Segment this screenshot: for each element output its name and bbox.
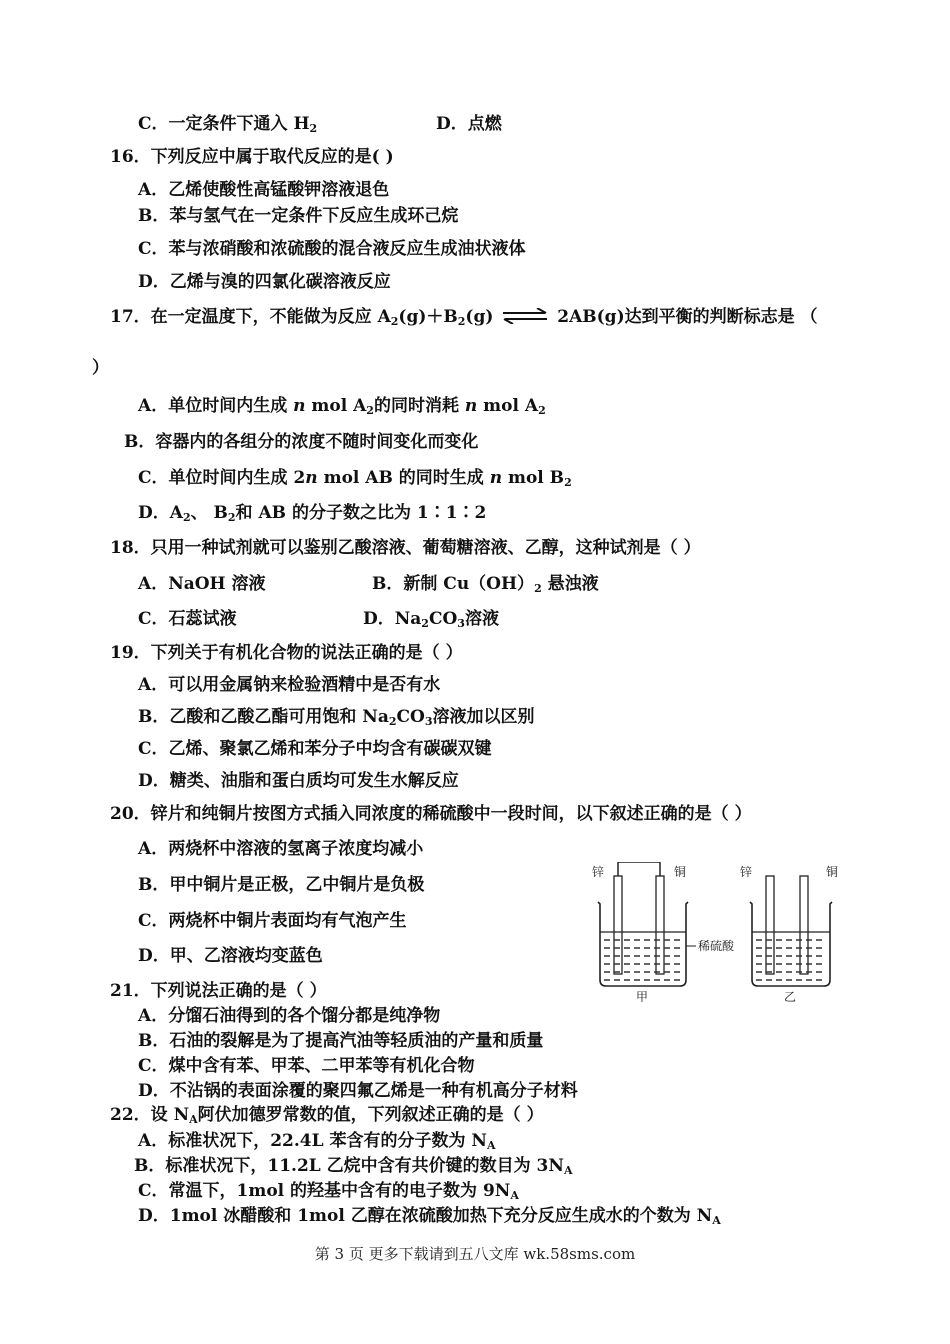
- q21-option-c: C．煤中含有苯、甲苯、二甲苯等有机化合物: [138, 1056, 475, 1076]
- q17-option-d: D．$A_2$、 $B_2$和 AB 的分子数之比为 1∶1∶2: [138, 503, 487, 524]
- q19-option-b: B．乙酸和乙酸乙酯可用饱和 $Na_2CO_3$溶液加以区别: [138, 707, 535, 728]
- q18-option-a: A．NaOH 溶液: [138, 574, 266, 594]
- label-zinc-yi: 锌: [740, 865, 753, 879]
- q21-option-d: D．不沾锅的表面涂覆的聚四氟乙烯是一种有机高分子材料: [138, 1081, 578, 1101]
- q17-option-b: B．容器内的各组分的浓度不随时间变化而变化: [124, 432, 479, 452]
- q16-option-b: B．苯与氢气在一定条件下反应生成环己烷: [138, 206, 459, 226]
- label-copper-yi: 铜: [826, 865, 839, 879]
- q20-option-b: B．甲中铜片是正极，乙中铜片是负极: [138, 875, 425, 895]
- label-beaker-jia: 甲: [636, 990, 649, 1002]
- q16-option-c: C．苯与浓硝酸和浓硫酸的混合液反应生成油状液体: [138, 239, 526, 259]
- q22-option-a: A．标准状况下，22.4L 苯含有的分子数为 $N_A$: [138, 1131, 496, 1152]
- q21-option-b: B．石油的裂解是为了提高汽油等轻质油的产量和质量: [138, 1031, 544, 1051]
- q19-option-d: D．糖类、油脂和蛋白质均可发生水解反应: [138, 771, 459, 791]
- q18-option-d: D．$Na_2CO_3$溶液: [363, 609, 499, 630]
- label-beaker-yi: 乙: [784, 990, 797, 1002]
- q20-option-a: A．两烧杯中溶液的氢离子浓度均减小: [138, 839, 424, 859]
- label-acid: 稀硫酸: [698, 939, 735, 953]
- q22-option-b: B．标准状况下，11.2L 乙烷中含有共价键的数目为 $3N_A$: [134, 1156, 573, 1177]
- q22-option-c: C．常温下，1mol 的羟基中含有的电子数为 $9N_A$: [138, 1181, 519, 1202]
- zinc-electrode-yi: [766, 876, 774, 974]
- q19-option-a: A．可以用金属钠来检验酒精中是否有水: [138, 675, 441, 695]
- q21-option-a: A．分馏石油得到的各个馏分都是纯净物: [138, 1006, 441, 1026]
- q17-option-c: C．单位时间内生成 2n mol AB 的同时生成 n mol $B_2$: [138, 468, 572, 489]
- q15-option-d: D．点燃: [436, 114, 502, 134]
- copper-electrode-jia: [656, 876, 664, 974]
- connecting-wire: [618, 862, 660, 890]
- q21-stem: 21．下列说法正确的是（ ）: [110, 981, 327, 1001]
- equilibrium-arrow-icon: [501, 308, 549, 324]
- q17-option-a: A．单位时间内生成 n mol $A_2$的同时消耗 n mol $A_2$: [138, 396, 546, 417]
- beaker-jia: [598, 862, 696, 986]
- q19-option-c: C．乙烯、聚氯乙烯和苯分子中均含有碳碳双键: [138, 739, 492, 759]
- q16-option-d: D．乙烯与溴的四氯化碳溶液反应: [138, 272, 391, 292]
- q20-option-c: C．两烧杯中铜片表面均有气泡产生: [138, 911, 407, 931]
- label-copper-jia: 铜: [674, 865, 687, 879]
- q22-stem: 22．设 $N_A$阿伏加德罗常数的值，下列叙述正确的是（ ）: [110, 1105, 544, 1126]
- galvanic-cell-figure: [586, 862, 848, 1002]
- q19-stem: 19．下列关于有机化合物的说法正确的是（ ）: [110, 643, 463, 663]
- beaker-yi: [750, 876, 832, 986]
- page-footer: 第 3 页 更多下载请到五八文库 wk.58sms.com: [314, 1245, 636, 1263]
- q20-option-d: D．甲、乙溶液均变蓝色: [138, 946, 323, 966]
- q18-option-c: C．石蕊试液: [138, 609, 237, 629]
- q18-option-b: B．新制 $Cu(OH)_2$ 悬浊液: [372, 574, 599, 595]
- label-zinc-jia: 锌: [592, 865, 605, 879]
- zinc-electrode-jia: [614, 876, 622, 974]
- q20-stem: 20．锌片和纯铜片按图方式插入同浓度的稀硫酸中一段时间，以下叙述正确的是（ ）: [110, 804, 752, 824]
- q17-stem: 17．在一定温度下，不能做为反应 $A_2(g)+B_2(g)$ 2AB(g)达到平衡的判断标志是 （: [110, 307, 818, 328]
- q22-option-d: D．1mol 冰醋酸和 1mol 乙醇在浓硫酸加热下充分反应生成水的个数为 $N_A$: [138, 1206, 721, 1227]
- q17-stem-close: ）: [92, 358, 109, 378]
- q18-stem: 18．只用一种试剂就可以鉴别乙酸溶液、葡萄糖溶液、乙醇，这种试剂是（ ）: [110, 538, 701, 558]
- q16-stem: 16．下列反应中属于取代反应的是( ): [110, 147, 394, 167]
- q16-option-a: A．乙烯使酸性高锰酸钾溶液退色: [138, 180, 390, 200]
- q15-option-c: C．一定条件下通入 $H_2$: [138, 114, 318, 135]
- copper-electrode-yi: [800, 876, 808, 974]
